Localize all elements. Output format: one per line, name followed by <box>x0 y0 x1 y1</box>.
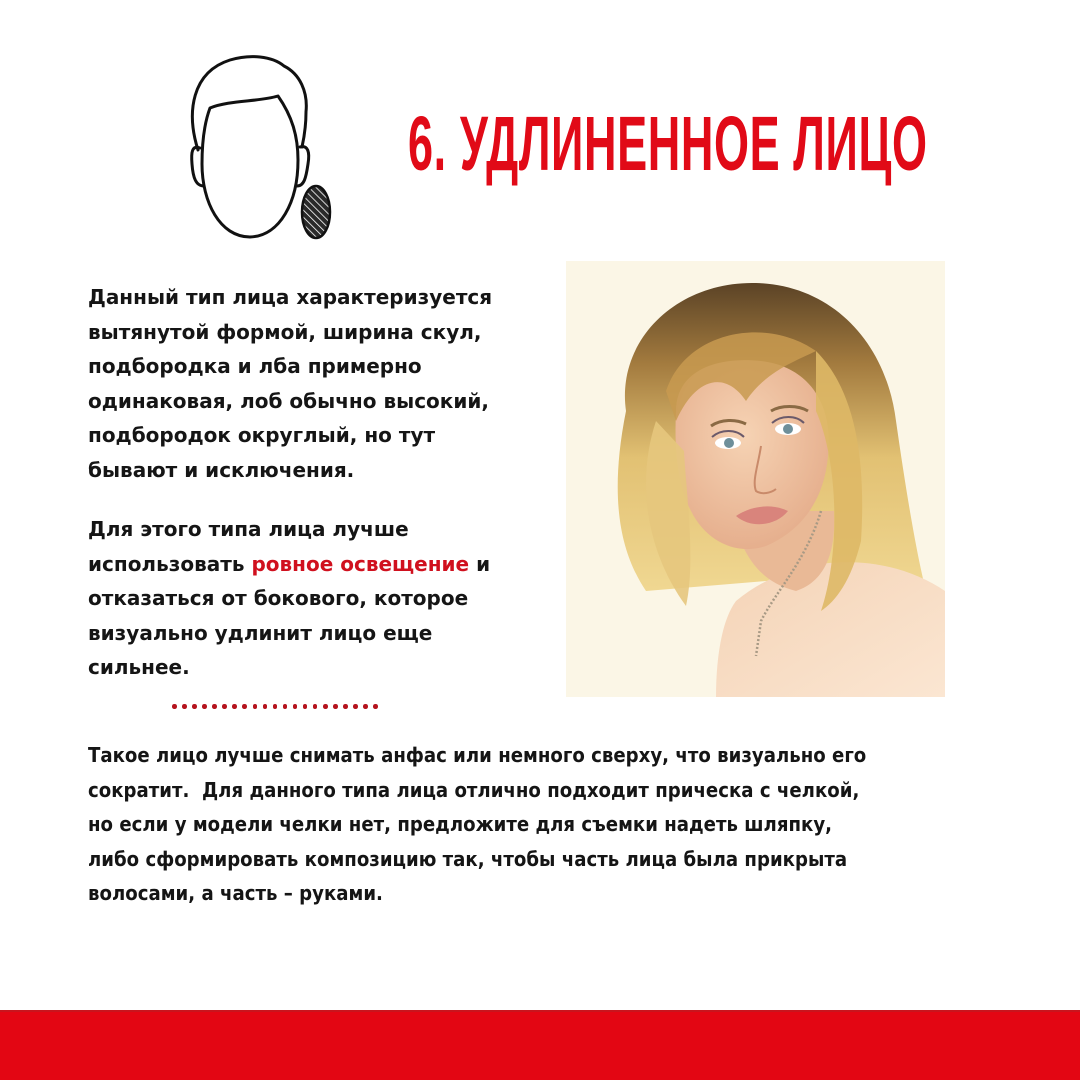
dotted-divider <box>172 704 378 710</box>
divider-dot <box>212 704 217 709</box>
text-line: подбородка и лба примерно <box>88 354 422 379</box>
text-line <box>88 547 558 582</box>
face-description <box>88 280 558 488</box>
lighting-advice <box>88 512 558 685</box>
text-line: сократит. Для данного типа лица отлично подходит прическа с челкой, <box>88 777 860 802</box>
divider-dot <box>242 704 247 709</box>
footer-bar <box>0 1010 1080 1080</box>
highlighted-phrase: ровное освещение <box>251 551 470 576</box>
page-title: 6. УДЛИНЕННОЕ ЛИЦО <box>408 101 928 187</box>
divider-dot <box>343 704 348 709</box>
text-line: подбородок округлый, но тут <box>88 423 436 448</box>
divider-dot <box>263 704 268 709</box>
text-segment: и <box>469 551 491 576</box>
divider-dot <box>373 704 378 709</box>
text-line: одинаковая, лоб обычно высокий, <box>88 388 489 413</box>
divider-dot <box>283 704 288 709</box>
divider-dot <box>303 704 308 709</box>
divider-dot <box>323 704 328 709</box>
divider-dot <box>363 704 368 709</box>
text-line: визуально удлинит лицо еще <box>88 620 433 645</box>
divider-dot <box>333 704 338 709</box>
divider-dot <box>182 704 187 709</box>
text-line: либо сформировать композицию так, чтобы часть лица была прикрыта <box>88 846 848 871</box>
divider-dot <box>232 704 237 709</box>
elongated-face-outline-icon <box>180 52 340 242</box>
divider-dot <box>353 704 358 709</box>
text-line: бывают и исключения. <box>88 457 355 482</box>
text-line: но если у модели челки нет, предложите для съемки надеть шляпку, <box>88 812 833 836</box>
divider-dot <box>192 704 197 709</box>
divider-dot <box>313 704 318 709</box>
text-line: отказаться от бокового, которое <box>88 586 469 611</box>
text-segment: использовать <box>88 551 252 576</box>
portrait-photo <box>566 261 945 697</box>
divider-dot <box>222 704 227 709</box>
divider-dot <box>172 704 177 709</box>
text-line: Для этого типа лица лучше <box>88 517 409 541</box>
text-line: вытянутой формой, ширина скул, <box>88 319 482 344</box>
text-line: Такое лицо лучше снимать анфас или немного сверху, что визуально его <box>88 743 867 767</box>
text-line: Данный тип лица характеризуется <box>88 285 493 309</box>
shooting-advice <box>88 738 1008 911</box>
text-line: волосами, а часть – руками. <box>88 881 383 905</box>
divider-dot <box>273 704 278 709</box>
divider-dot <box>253 704 258 709</box>
divider-dot <box>293 704 298 709</box>
text-line: сильнее. <box>88 655 190 680</box>
portrait-illustration <box>566 261 945 697</box>
divider-dot <box>202 704 207 709</box>
